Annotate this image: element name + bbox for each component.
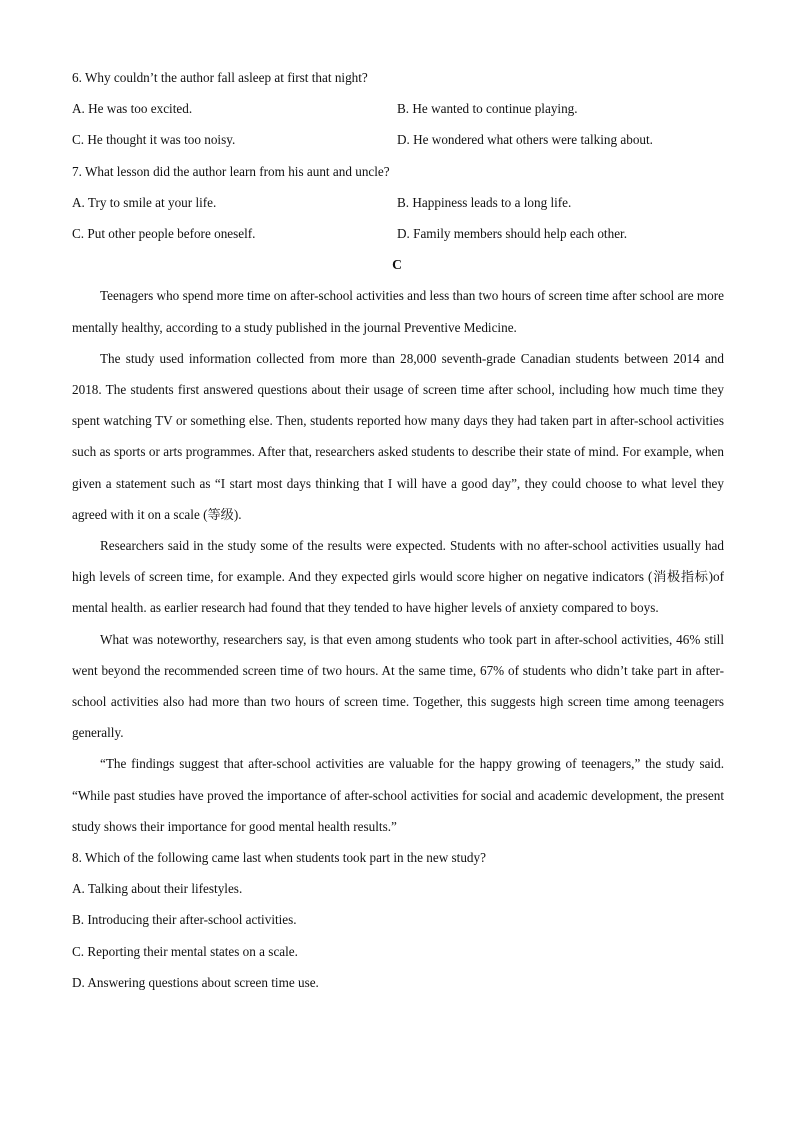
- question-8-stem: 8. Which of the following came last when students took part in the new study?: [72, 849, 486, 865]
- exam-page: [72, 62, 724, 998]
- question-7-option-d: D. Family members should help each other.: [397, 225, 628, 241]
- passage-section-label: C: [392, 257, 402, 273]
- question-6-option-b: B. He wanted to continue playing.: [397, 101, 578, 117]
- question-6-option-c: C. He thought it was too noisy.: [72, 132, 236, 148]
- passage-paragraph: Teenagers who spend more time on after-school activities and less than two hours of screen time after school are more mentally healthy, according to a study published in the journal Preventive Medicine.: [72, 288, 724, 335]
- question-6-options-row-2: [72, 124, 724, 155]
- passage-paragraph: The study used information collected from more than 28,000 seventh-grade Canadian students between 2014 and 2018. The students first answered questions about their usage of screen time after school, including how much time they spent watching TV or something else. Then, students reported how many days they had taken part in after-school activities such as sports or arts programmes. After that, researchers asked students to describe their state of mind. For example, when given a statement such as “I start most days thinking that I will have a good day”, they could choose to what level they agreed with it on a scale (等级).: [72, 350, 724, 522]
- question-7-stem: 7. What lesson did the author learn from his aunt and uncle?: [72, 163, 390, 179]
- question-7-option-c: C. Put other people before oneself.: [72, 225, 256, 241]
- question-6-option-a: A. He was too excited.: [72, 101, 193, 117]
- passage-paragraph: Researchers said in the study some of the results were expected. Students with no after-school activities usually had high levels of screen time, for example. And they expected girls would score higher on negative indicators (消极指标)of mental health. as earlier research had found that they tended to have higher levels of anxiety compared to boys.: [72, 537, 724, 616]
- question-7-option-a: A. Try to smile at your life.: [72, 194, 217, 210]
- question-6-option-d: D. He wondered what others were talking about.: [397, 132, 653, 148]
- passage-paragraph: What was noteworthy, researchers say, is that even among students who took part in after-school activities, 46% still went beyond the recommended screen time of two hours. At the same time, 67% of students who didn’t take part in after-school activities also had more than two hours of screen time. Together, this suggests high screen time among teenagers generally.: [72, 631, 724, 741]
- question-7-options-row-2: [72, 218, 724, 249]
- passage-paragraph: “The findings suggest that after-school activities are valuable for the happy growing of teenagers,” the study said. “While past studies have proved the importance of after-school activities for social and academic development, the present study shows their importance for good mental health results.”: [72, 756, 724, 834]
- question-8-option-c: C. Reporting their mental states on a scale.: [72, 943, 298, 959]
- question-7-options-row-1: [72, 187, 724, 218]
- question-8-option-a: A. Talking about their lifestyles.: [72, 881, 243, 897]
- question-6-stem: 6. Why couldn’t the author fall asleep at first that night?: [72, 70, 368, 85]
- question-8-option-d: D. Answering questions about screen time use.: [72, 974, 319, 990]
- question-7-option-b: B. Happiness leads to a long life.: [397, 194, 572, 210]
- question-6-options-row-1: [72, 93, 724, 124]
- question-8-option-b: B. Introducing their after-school activities.: [72, 912, 297, 928]
